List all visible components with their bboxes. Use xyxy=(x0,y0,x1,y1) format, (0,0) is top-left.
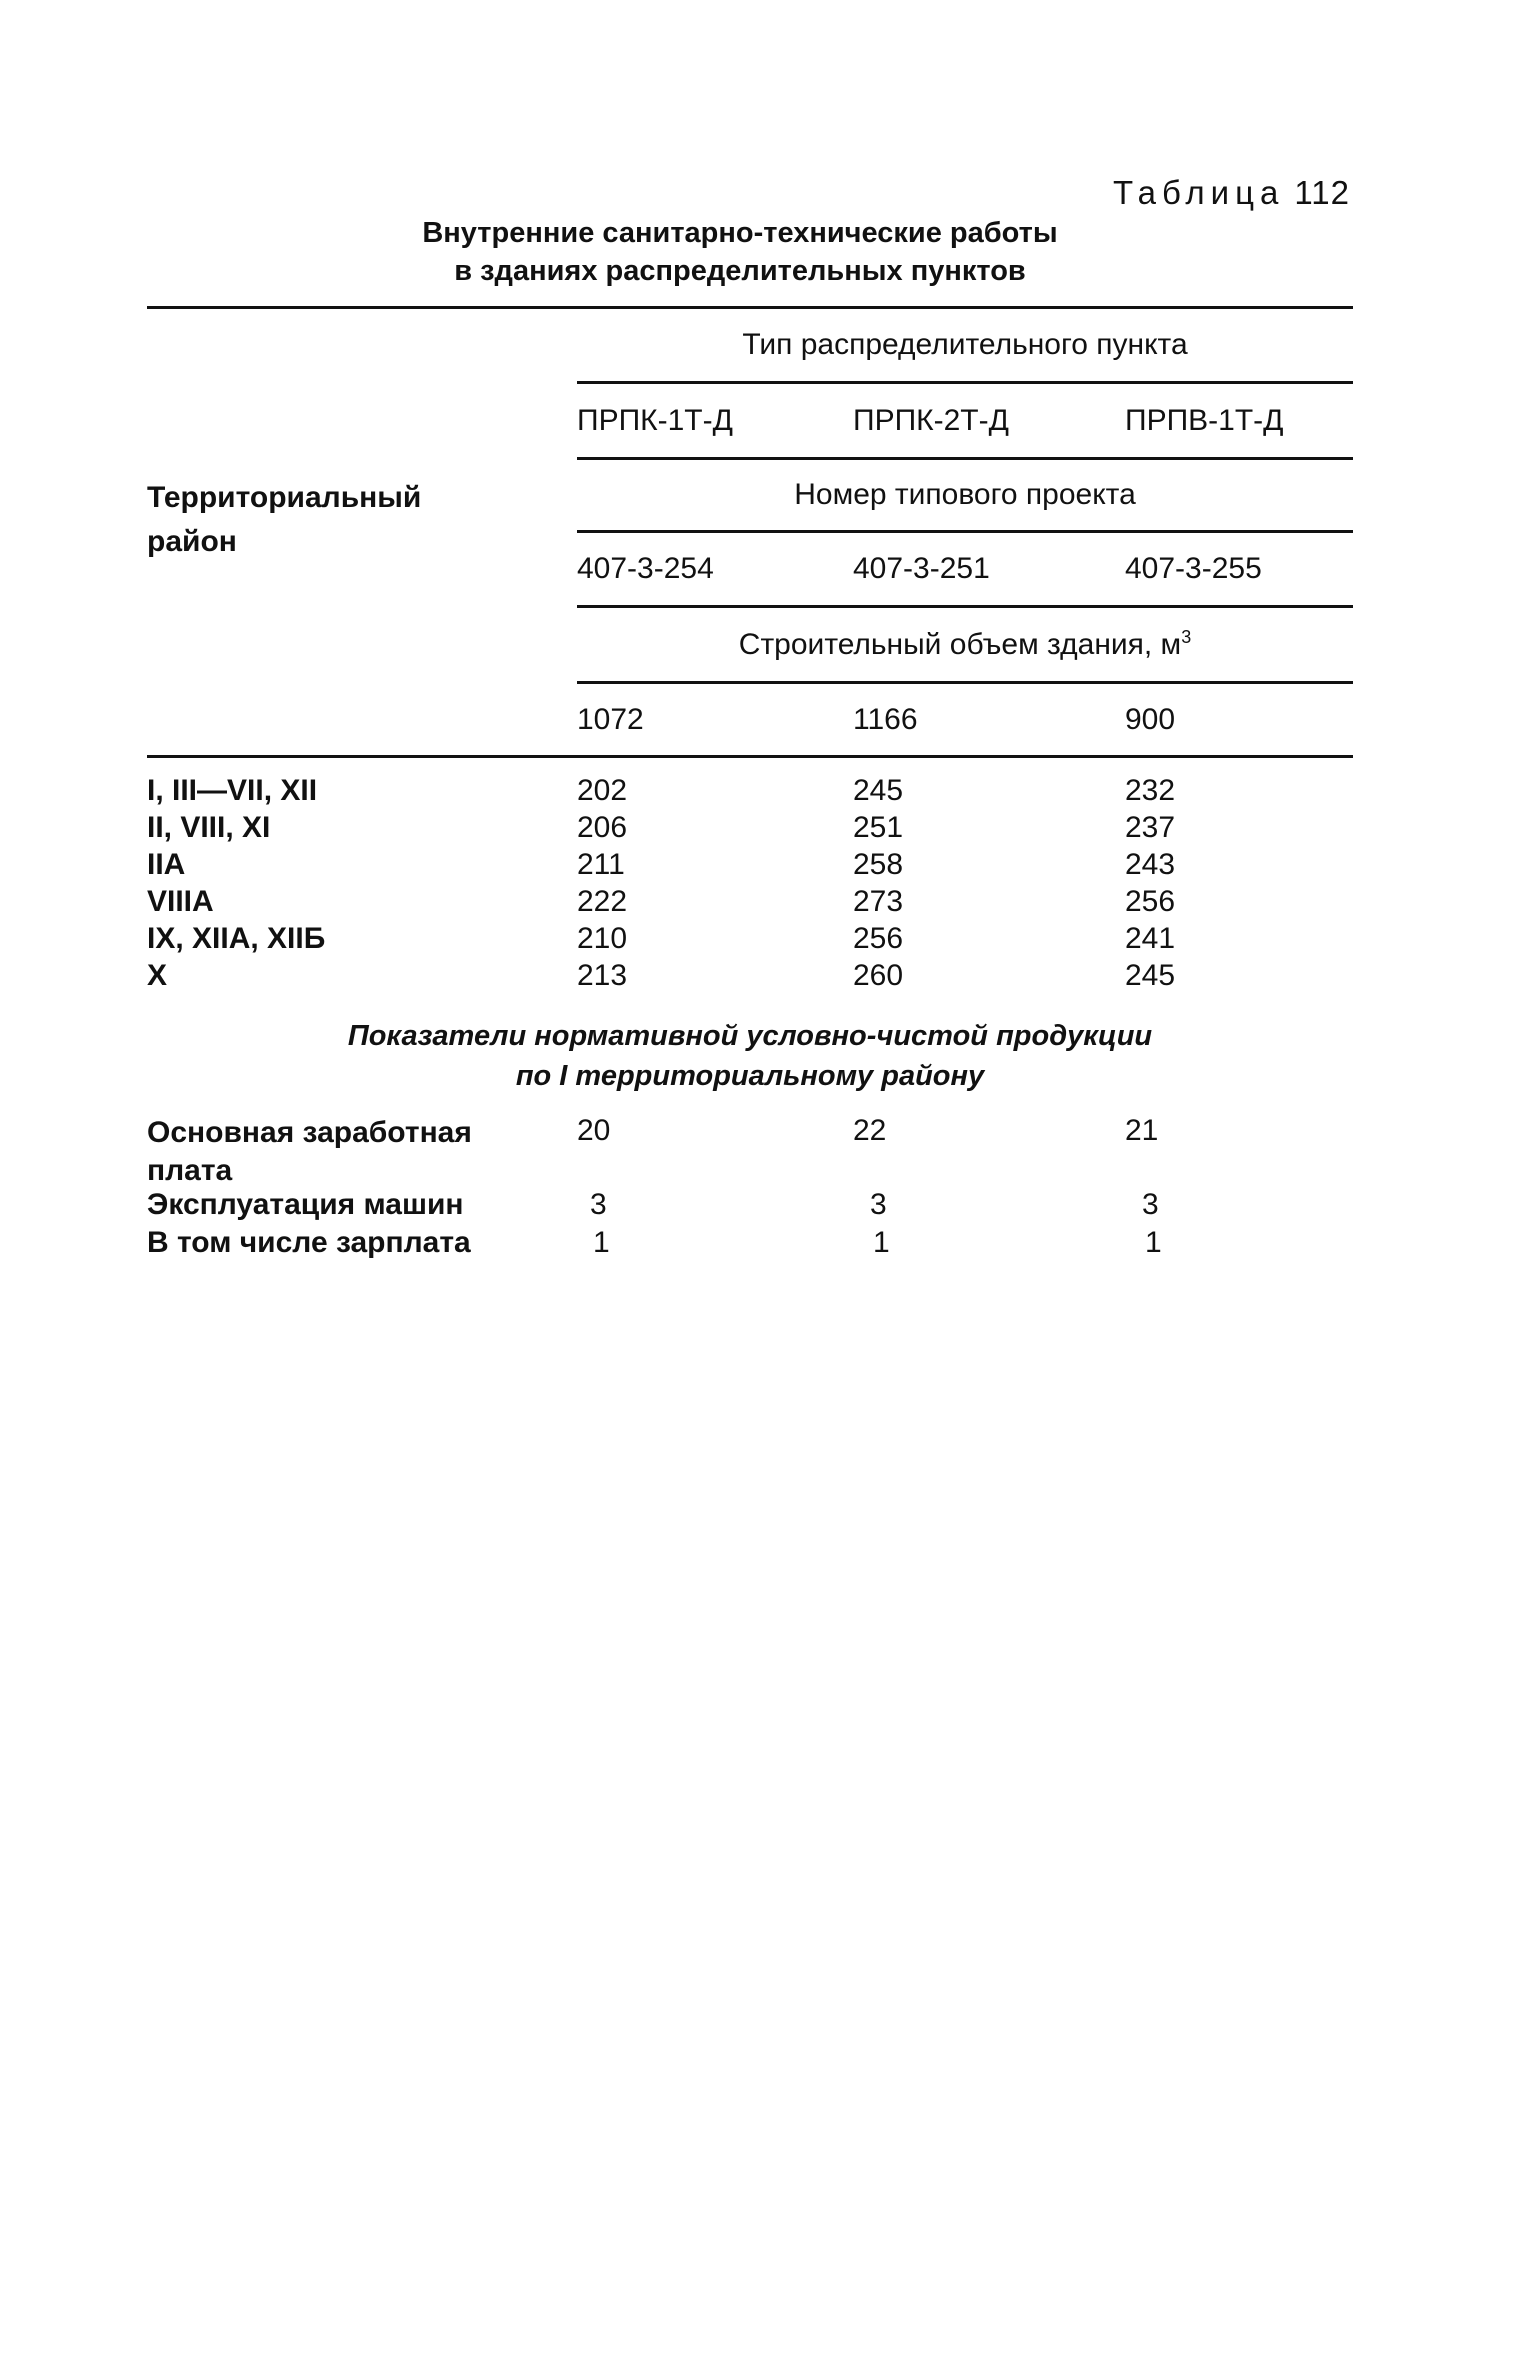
table-title-line-2: в зданиях распределительных пунктов xyxy=(454,255,1026,287)
indicator-value: 22 xyxy=(853,1114,887,1147)
row-value: 260 xyxy=(853,959,904,992)
indicator-value: 3 xyxy=(870,1188,887,1221)
indicator-label: В том числе зарплата xyxy=(147,1226,471,1259)
type-rule xyxy=(577,381,1353,384)
row-value: 241 xyxy=(1125,922,1176,955)
row-region: X xyxy=(147,959,168,992)
project-col-3: 407-3-255 xyxy=(1125,552,1262,585)
row-value: 245 xyxy=(1125,959,1176,992)
type-header: Тип распределительного пункта xyxy=(742,328,1188,361)
volume-header-text: Строительный объем здания, м xyxy=(738,628,1182,661)
row-value: 237 xyxy=(1125,811,1176,844)
indicator-value: 20 xyxy=(577,1114,611,1147)
indicator-value: 1 xyxy=(873,1226,890,1259)
indicator-label-line-2: плата xyxy=(147,1154,233,1187)
row-value: 273 xyxy=(853,885,904,918)
row-value: 232 xyxy=(1125,774,1176,807)
row-value: 256 xyxy=(1125,885,1176,918)
indicators-note-line-2: по I территориальному району xyxy=(515,1060,985,1092)
indicator-value: 1 xyxy=(593,1226,610,1259)
row-value: 222 xyxy=(577,885,628,918)
volume-col-3: 900 xyxy=(1125,703,1176,736)
row-region: VIIIA xyxy=(147,885,214,918)
project-col-1: 407-3-254 xyxy=(577,552,714,585)
top-rule xyxy=(147,306,1353,309)
row-value: 210 xyxy=(577,922,628,955)
type-col-2: ПРПК-2Т-Д xyxy=(853,404,1009,437)
project-rule xyxy=(577,530,1353,533)
region-header xyxy=(147,476,421,564)
table-title-line-1: Внутренние санитарно-технические работы xyxy=(422,217,1058,249)
row-value: 202 xyxy=(577,774,628,807)
type-col-3: ПРПВ-1Т-Д xyxy=(1125,404,1284,437)
volume-rule xyxy=(577,681,1353,684)
volume-header xyxy=(577,628,1353,662)
row-value: 251 xyxy=(853,811,904,844)
type-col-1: ПРПК-1Т-Д xyxy=(577,404,733,437)
project-header: Номер типового проекта xyxy=(794,478,1136,511)
indicator-value: 21 xyxy=(1125,1114,1159,1147)
row-value: 245 xyxy=(853,774,904,807)
indicator-value: 1 xyxy=(1145,1226,1162,1259)
row-value: 206 xyxy=(577,811,628,844)
table-label xyxy=(1113,174,1350,212)
volume-col-2: 1166 xyxy=(853,703,918,736)
volume-unit-power: 3 xyxy=(1181,627,1192,647)
region-header-line-2: район xyxy=(147,525,237,558)
row-value: 211 xyxy=(577,848,625,881)
indicator-label: Эксплуатация машин xyxy=(147,1188,464,1221)
indicator-value: 3 xyxy=(590,1188,607,1221)
header-bottom-rule xyxy=(147,755,1353,758)
volume-col-1: 1072 xyxy=(577,703,644,736)
row-region: II, VIII, XI xyxy=(147,811,271,844)
row-value: 256 xyxy=(853,922,904,955)
row-region: I, III—VII, XII xyxy=(147,774,318,807)
row-region: IX, XIIA, XIIБ xyxy=(147,922,326,955)
indicator-value: 3 xyxy=(1142,1188,1159,1221)
project-col-2: 407-3-251 xyxy=(853,552,990,585)
row-value: 213 xyxy=(577,959,628,992)
row-region: IIA xyxy=(147,848,186,881)
region-header-line-1: Территориальный xyxy=(147,481,422,514)
indicator-label xyxy=(147,1114,472,1190)
types-rule xyxy=(577,457,1353,460)
indicator-label-line-1: Основная заработная xyxy=(147,1116,472,1149)
table-word: Таблица xyxy=(1112,174,1285,211)
indicators-note-line-1: Показатели нормативной условно-чистой продукции xyxy=(347,1020,1153,1052)
table-number: 112 xyxy=(1294,174,1350,211)
row-value: 258 xyxy=(853,848,904,881)
projects-rule xyxy=(577,605,1353,608)
row-value: 243 xyxy=(1125,848,1176,881)
